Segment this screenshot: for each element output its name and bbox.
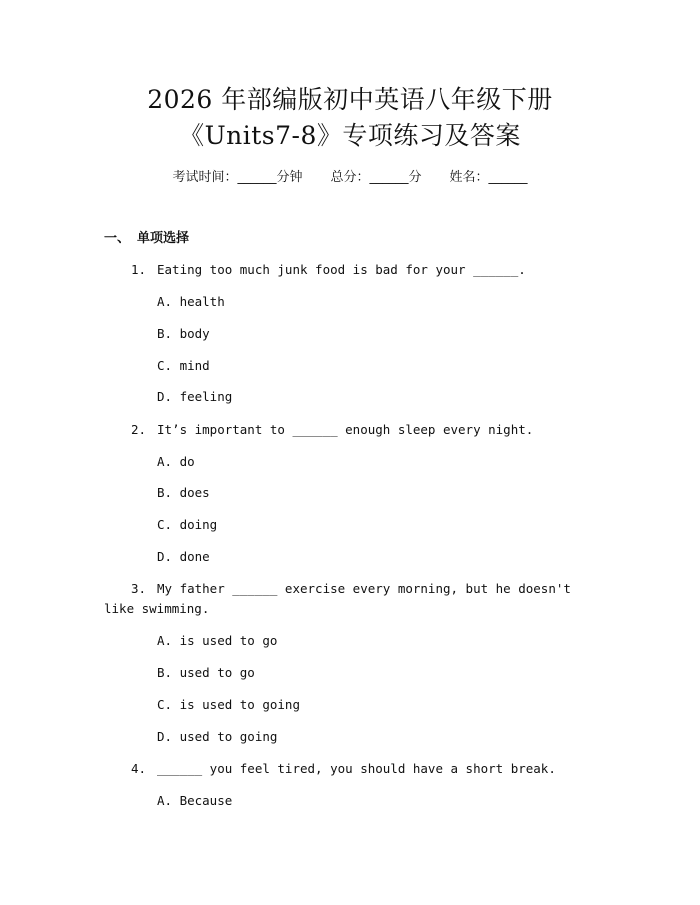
option-3b: B. used to go bbox=[157, 665, 255, 680]
question-text: It’s important to ______ enough sleep every night. bbox=[157, 422, 534, 437]
question-2 bbox=[104, 420, 584, 440]
option-1d: D. feeling bbox=[157, 389, 233, 404]
option-3c: C. is used to going bbox=[157, 697, 300, 712]
option-1b: B. body bbox=[157, 326, 210, 341]
section-number: 一、 bbox=[104, 231, 131, 246]
document-title-line-1: 2026 年部编版初中英语八年级下册 bbox=[147, 85, 553, 114]
option-2b: B. does bbox=[157, 485, 210, 500]
question-number: 2. bbox=[131, 422, 147, 437]
option-2a: A. do bbox=[157, 454, 195, 469]
question-1 bbox=[104, 260, 584, 280]
question-4 bbox=[104, 759, 584, 779]
question-number: 1. bbox=[131, 262, 147, 277]
exam-time-field: 考试时间：______分钟 bbox=[172, 170, 303, 185]
option-4a: A. Because bbox=[157, 793, 233, 808]
question-text: Eating too much junk food is bad for your ______. bbox=[157, 262, 526, 277]
question-number: 3. bbox=[131, 581, 147, 596]
document-title-line-2: 《Units7-8》专项练习及答案 bbox=[179, 121, 521, 150]
question-text: ______ you feel tired, you should have a short break. bbox=[157, 761, 556, 776]
option-3d: D. used to going bbox=[157, 729, 278, 744]
section-heading bbox=[104, 229, 189, 249]
section-title: 单项选择 bbox=[137, 231, 190, 246]
exam-score-field: 总分：______分 bbox=[330, 170, 422, 185]
question-number: 4. bbox=[131, 761, 147, 776]
exam-info-line bbox=[0, 168, 700, 188]
option-1a: A. health bbox=[157, 294, 225, 309]
option-1c: C. mind bbox=[157, 358, 210, 373]
option-2c: C. doing bbox=[157, 517, 218, 532]
option-2d: D. done bbox=[157, 549, 210, 564]
question-3 bbox=[104, 579, 584, 619]
exam-name-field: 姓名：______ bbox=[449, 170, 528, 185]
question-text: My father ______ exercise every morning, but he doesn't like swimming. bbox=[104, 581, 571, 616]
option-3a: A. is used to go bbox=[157, 633, 278, 648]
